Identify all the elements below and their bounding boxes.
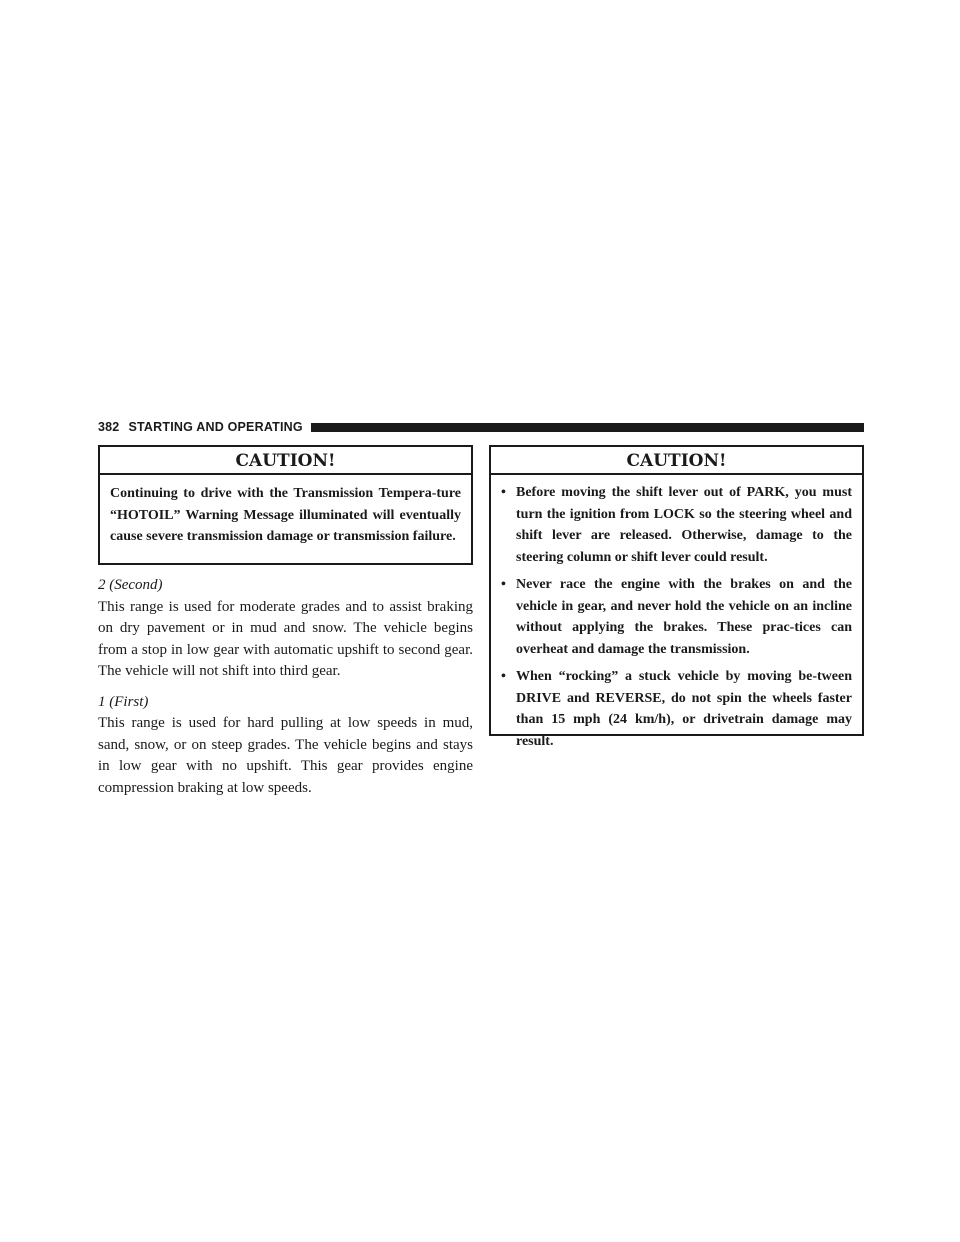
bullet-icon: • <box>501 485 506 500</box>
second-body: This range is used for moderate grades and to assist braking on dry pavement or in mud and snow. The vehicle begins from a stop in low gear with automatic upshift to second gear. The vehicle will not shift into third gear. <box>98 598 473 679</box>
caution-bullet: • Never race the engine with the brakes on and the vehicle in gear, and never hold the vehicle on an incline without applying the brakes. These prac-tices can overheat and damage the transmission. <box>501 574 852 660</box>
section-title: STARTING AND OPERATING <box>128 420 303 434</box>
first-body: This range is used for hard pulling at low speeds in mud, sand, snow, or on steep grades. The vehicle begins and stays in low gear with no upshift. This gear provides engine compression braking at low speeds. <box>98 715 473 796</box>
left-column <box>98 575 473 808</box>
caution-title: CAUTION! <box>491 447 862 475</box>
caution-bullet: • When “rocking” a stuck vehicle by moving be-tween DRIVE and REVERSE, do not spin the wheels faster than 15 mph (24 km/h), or drivetrain damage may result. <box>501 666 852 752</box>
page-number: 382 <box>98 420 120 434</box>
caution-box-shifting <box>489 445 864 749</box>
second-heading: 2 (Second) <box>98 577 163 593</box>
caution-bullet: • Before moving the shift lever out of PARK, you must turn the ignition from LOCK so the steering wheel and shift lever are released. Otherwise, damage to the steering column or shift lever could result. <box>501 482 852 568</box>
caution-text: Continuing to drive with the Transmission Tempera-ture “HOTOIL” Warning Message illuminated will eventually cause severe transmission damage or transmission failure. <box>110 486 461 544</box>
caution-bullet-list <box>501 482 852 752</box>
page-header <box>98 418 864 436</box>
caution-box-hotoil <box>98 445 473 565</box>
header-rule <box>311 423 864 432</box>
first-heading: 1 (First) <box>98 693 149 710</box>
caution-title: CAUTION! <box>100 447 471 475</box>
bullet-icon: • <box>501 669 506 684</box>
bullet-icon: • <box>501 577 506 592</box>
